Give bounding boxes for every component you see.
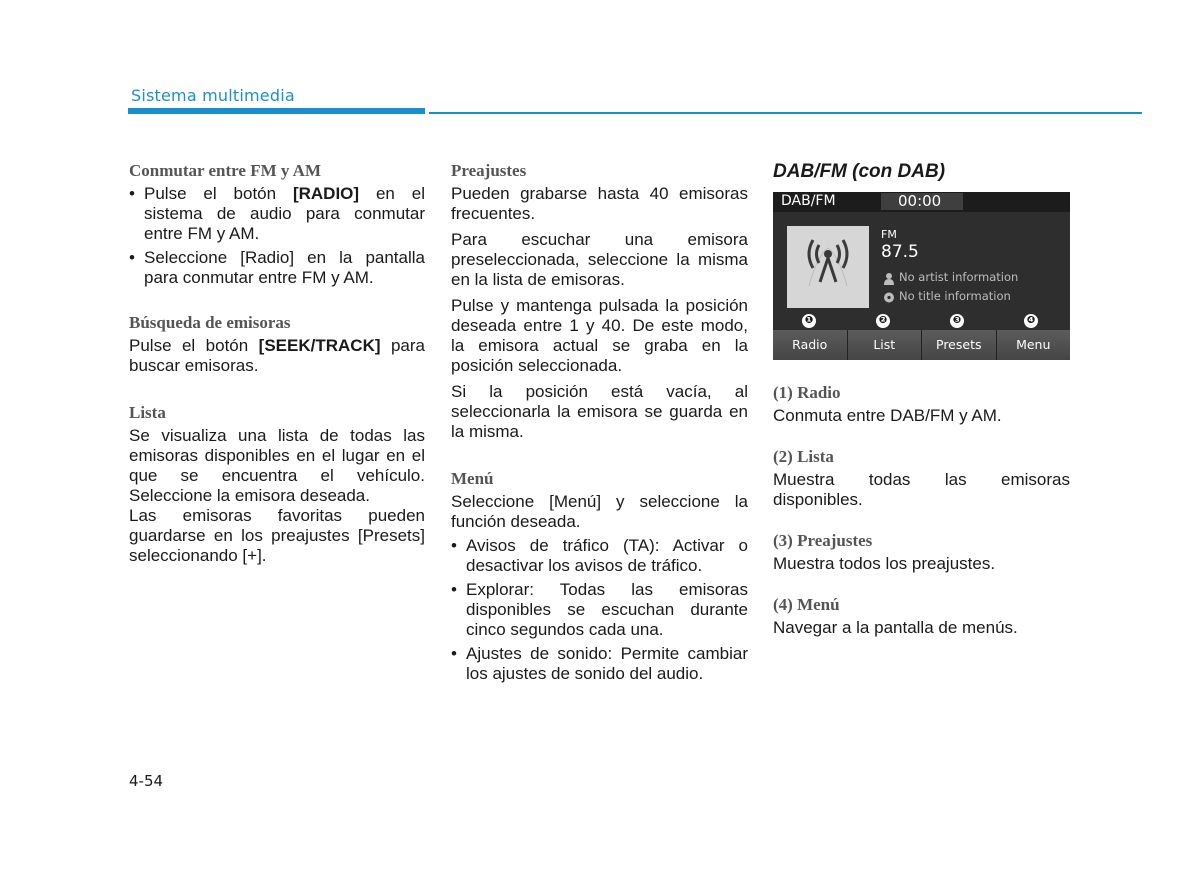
radio-button-ref: [RADIO] bbox=[292, 184, 360, 203]
screen-button-row bbox=[773, 330, 1070, 360]
heading-item-list: (2) Lista bbox=[773, 447, 834, 466]
marker-1: ❶ bbox=[802, 314, 816, 328]
text: en el sistema de audio para conmutar entre FM y AM. bbox=[144, 184, 425, 243]
list-item: • Explorar: Todas las emisoras disponibles se escuchan durante cinco segundos cada una. bbox=[451, 580, 748, 640]
switch-fm-am-list bbox=[129, 184, 425, 288]
presets-paragraph-4: Si la posición está vacía, al seleccionarla la emisora se guarda en la misma. bbox=[451, 382, 748, 441]
list-paragraph-1: Se visualiza una lista de todas las emisoras disponibles en el lugar en el que se encuentra el vehículo. Seleccione la emisora deseada. bbox=[129, 426, 425, 505]
text: Pulse el botón bbox=[129, 336, 259, 355]
radio-button[interactable]: Radio bbox=[773, 330, 848, 360]
menu-options-list bbox=[451, 536, 748, 684]
section-header-title: Sistema multimedia bbox=[131, 86, 295, 105]
presets-button[interactable]: Presets bbox=[922, 330, 997, 360]
presets-paragraph-3: Pulse y mantenga pulsada la posición deseada entre 1 y 40. De este modo, la emisora actual se graba en la posición seleccionada. bbox=[451, 296, 748, 375]
screen-title-info: No title information bbox=[899, 289, 1011, 303]
menu-paragraph: Seleccione [Menú] y seleccione la función deseada. bbox=[451, 492, 748, 531]
text: para buscar emisoras. bbox=[129, 336, 425, 375]
heading-switch-fm-am: Conmutar entre FM y AM bbox=[129, 161, 322, 180]
list-button[interactable]: List bbox=[848, 330, 923, 360]
page-number: 4-54 bbox=[129, 772, 164, 790]
menu-button[interactable]: Menu bbox=[997, 330, 1071, 360]
disc-icon bbox=[883, 289, 895, 308]
screen-mode-label: DAB/FM bbox=[781, 193, 836, 209]
seek-track-ref: [SEEK/TRACK] bbox=[258, 336, 381, 355]
heading-item-menu: (4) Menú bbox=[773, 595, 840, 614]
heading-item-radio: (1) Radio bbox=[773, 383, 841, 402]
antenna-icon bbox=[787, 226, 869, 308]
marker-2: ❷ bbox=[876, 314, 890, 328]
screen-artist-info: No artist information bbox=[899, 270, 1019, 284]
heading-item-presets: (3) Preajustes bbox=[773, 531, 873, 550]
marker-3: ❸ bbox=[950, 314, 964, 328]
header-rule-thick bbox=[128, 108, 425, 114]
item-menu-text: Navegar a la pantalla de menús. bbox=[773, 618, 1018, 637]
list-item: • Seleccione [Radio] en la pantalla para conmutar entre FM y AM. bbox=[129, 248, 425, 288]
text: Pulse el botón bbox=[144, 184, 293, 203]
heading-presets: Preajustes bbox=[451, 161, 527, 180]
heading-search-stations: Búsqueda de emisoras bbox=[129, 313, 291, 332]
screen-clock: 00:00 bbox=[898, 192, 942, 210]
heading-menu: Menú bbox=[451, 469, 494, 488]
column-1 bbox=[129, 160, 425, 566]
item-radio-text: Conmuta entre DAB/FM y AM. bbox=[773, 406, 1002, 425]
heading-list: Lista bbox=[129, 403, 166, 422]
person-icon bbox=[883, 270, 895, 289]
list-item bbox=[129, 184, 425, 244]
header-rule-thin bbox=[429, 112, 1142, 114]
screen-band: FM bbox=[881, 228, 897, 241]
search-paragraph bbox=[129, 336, 425, 376]
presets-paragraph-2: Para escuchar una emisora preseleccionada, seleccione la misma en la lista de emisoras. bbox=[451, 230, 748, 289]
column-3 bbox=[773, 160, 1070, 638]
list-item: • Ajustes de sonido: Permite cambiar los ajustes de sonido del audio. bbox=[451, 644, 748, 684]
list-paragraph-2: Las emisoras favoritas pueden guardarse en los preajustes [Presets] seleccionando [+]. bbox=[129, 506, 425, 565]
column-2 bbox=[451, 160, 748, 688]
item-presets-text: Muestra todos los preajustes. bbox=[773, 554, 996, 573]
list-item: • Avisos de tráfico (TA): Activar o desactivar los avisos de tráfico. bbox=[451, 536, 748, 576]
radio-screen-image bbox=[773, 192, 1070, 360]
heading-dab-fm: DAB/FM (con DAB) bbox=[773, 161, 946, 182]
screen-frequency: 87.5 bbox=[881, 242, 919, 262]
item-list-text: Muestra todas las emisoras disponibles. bbox=[773, 470, 1070, 509]
marker-4: ❹ bbox=[1024, 314, 1038, 328]
presets-paragraph-1: Pueden grabarse hasta 40 emisoras frecuentes. bbox=[451, 184, 748, 223]
